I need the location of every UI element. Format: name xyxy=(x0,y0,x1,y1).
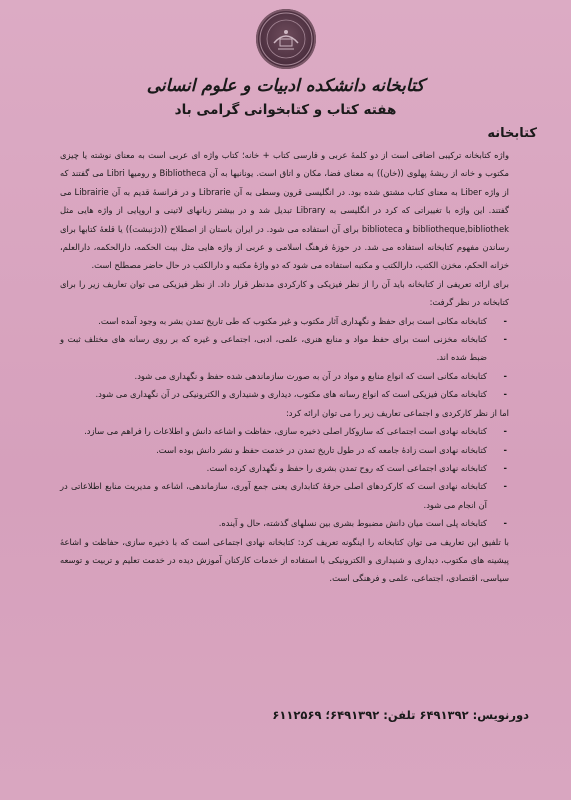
contact-numbers: دورنویس: ۶۴۹۱۳۹۲ تلفن: ۶۴۹۱۳۹۲؛ ۶۱۱۲۵۶۹ xyxy=(272,708,529,722)
list-item: - کتابخانه مکانی است برای حفظ و نگهداری آثار مکتوب و غیر مکتوب که طی تاریخ تمدن بشر به وجود آمده است. xyxy=(60,312,509,330)
functional-definitions-list xyxy=(60,422,509,532)
list-item: - کتابخانه نهادی است اجتماعی که سازوکار اصلی ذخیره سازی، حفاظت و اشاعه دانش و اطلاعات را فراهم می سازد. xyxy=(60,422,509,440)
list-item: - کتابخانه مکانی است که انواع منابع و مواد در آن به صورت سازماندهی شده حفظ و نگهداری می شود. xyxy=(60,367,509,385)
list-item: - کتابخانه پلی است میان دانش مضبوط بشری بین نسلهای گذشته، حال و آینده. xyxy=(60,514,509,532)
list-item: - کتابخانه نهادی اجتماعی است که روح تمدن بشری را حفظ و نگهداری کرده است. xyxy=(60,459,509,477)
library-title: کتابخانه دانشکده ادبیات و علوم انسانی xyxy=(146,76,425,96)
intro-paragraph: واژه کتابخانه ترکیبی اضافی است از دو کلمهٔ عربی و فارسی کتاب + خانه؛ کتاب واژه ای عربی است به معنای نوشته یا چیزی مکتوب و خانه از ریشهٔ پهلوی ((خان)) به معنای فضا، مکان و اتاق است. یونانیها به آن Bibliotheca و رومیها Libri می گفتند که از واژه Liber به معنای کتاب مشتق شده بود. در انگلیسی قرون وسطی به آن Librarie و در فرانسهٔ قدیم به آن Librairie می گفتند. این واژه با تغییراتی که کرد در انگلیسی به Library تبدیل شد و در بیشتر زبانهای لاتینی و اروپایی از واژه هایی مثل bibliotheque,bibliothek و biblioteca برای آن استفاده می شود. در ایران باستان از اصطلاح ((دژنبشت)) یا قلعهٔ کتابها برای رساندن مفهوم کتابخانه استفاده می شد. در حوزهٔ فرهنگ اسلامی و عربی از واژه هایی مثل بیت الحکمه، دارالحکمه، دارالعلم، خزانه الحکم، مخزن الکتب، دارالکتب و مکتبه استفاده می شود که دو واژهٔ مکتبه و دارالکتب در حال حاضر مصطلح است. xyxy=(60,150,510,271)
book-week-slogan: هفته کتاب و کتابخوانی گرامی باد xyxy=(174,102,397,118)
functional-intro: اما از نظر کارکردی و اجتماعی تعاریف زیر را می توان ارائه کرد: xyxy=(285,407,509,418)
list-item: - کتابخانه مکان فیزیکی است که انواع رسانه های مکتوب، دیداری و شنیداری و الکترونیکی در آن نگهداری می شود. xyxy=(60,385,509,403)
seal-emblem-icon xyxy=(256,9,316,69)
list-item: - کتابخانه مخزنی است برای حفظ مواد و منابع هنری، علمی، ادبی، اجتماعی و غیره که بر روی رسانه های مختلف ثبت و ضبط شده اند. xyxy=(60,330,509,367)
list-item: - کتابخانه نهادی است که کارکردهای اصلی حرفهٔ کتابداری یعنی جمع آوری، سازماندهی، اشاعه و مدیریت منابع اطلاعاتی در آن انجام می شود. xyxy=(60,477,509,514)
physical-definitions-list xyxy=(60,312,509,404)
university-seal-logo xyxy=(256,9,316,69)
conclusion-paragraph: با تلفیق این تعاریف می توان کتابخانه را اینگونه تعریف کرد: کتابخانه نهادی اجتماعی است که با ذخیره سازی، حفاظت و اشاعهٔ پیشینه های مکتوب، دیداری و شنیداری و الکترونیکی با استفاده از خدمات کارکنان آموزش دیده در خدمت تعلیم و تربیت و توسعه سیاسی، اقتصادی، اجتماعی، علمی و فرهنگی است. xyxy=(60,536,509,584)
definition-intro-paragraph: برای ارائه تعریفی از کتابخانه باید آن را از نظر فیزیکی و کارکردی مدنظر قرار داد. از نظر فیزیکی می توان تعاریف زیر را برای کتابخانه در نظر گرفت: xyxy=(60,278,509,308)
list-item: - کتابخانه نهادی است زادهٔ جامعه که در طول تاریخ تمدن در خدمت حفظ و نشر دانش بوده است. xyxy=(60,441,509,459)
section-heading: کتابخانه xyxy=(487,126,537,141)
document-body xyxy=(60,146,509,588)
